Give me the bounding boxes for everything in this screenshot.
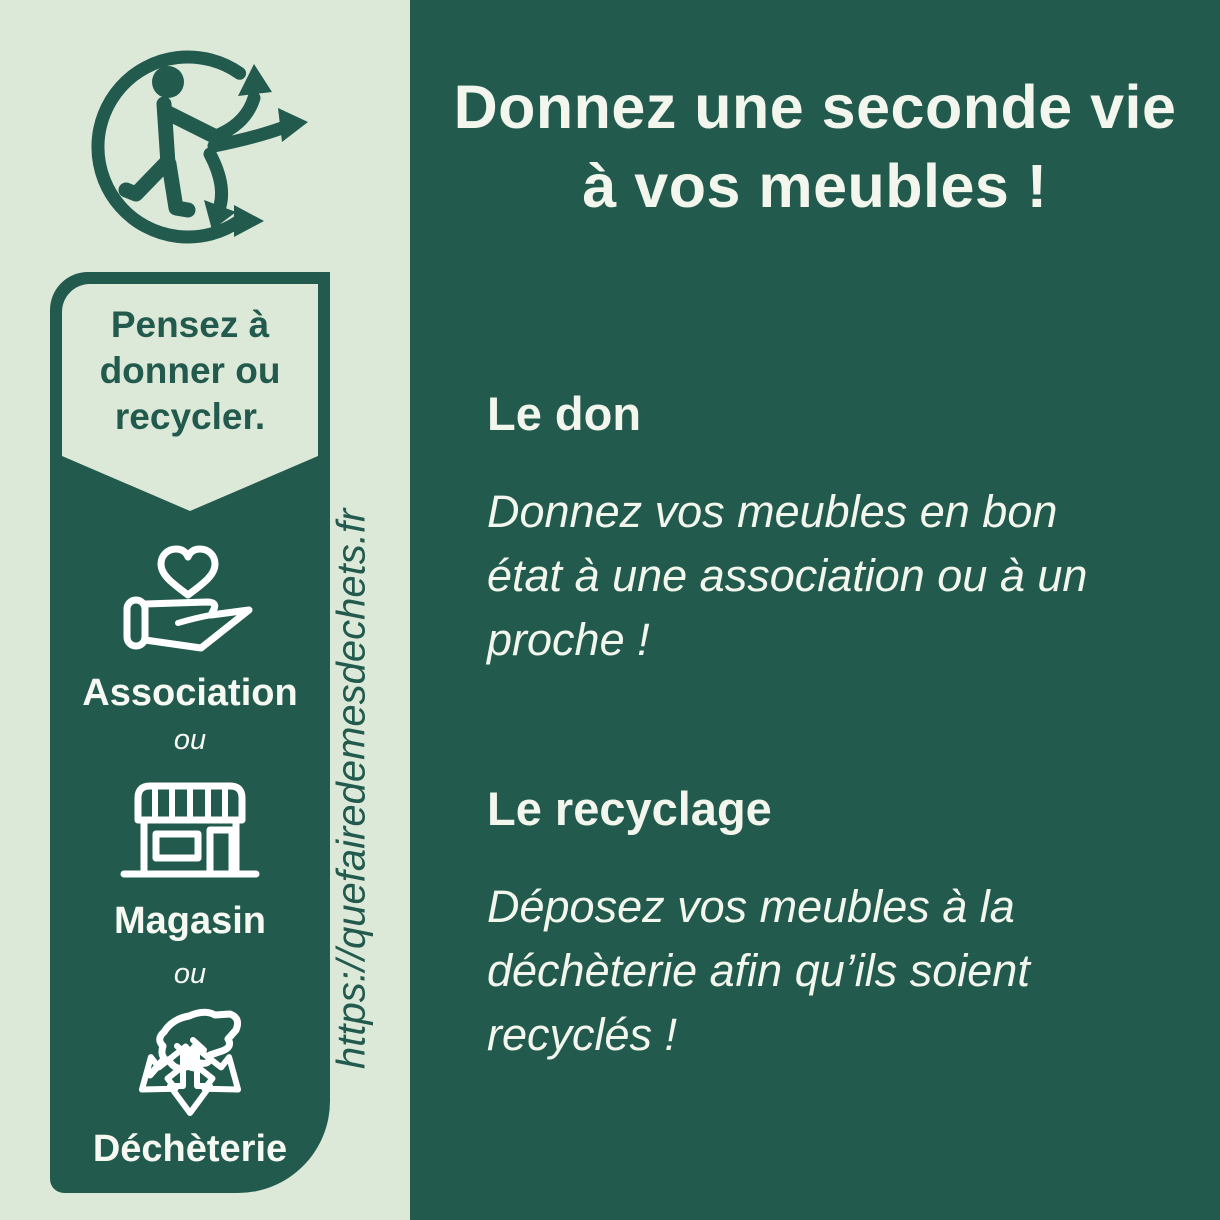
storefront-icon xyxy=(120,782,260,894)
pledge-banner-text xyxy=(62,284,318,440)
website-url: https://quefairedemesdechets.fr xyxy=(329,508,374,1070)
page-title xyxy=(410,68,1220,226)
triman-recycling-logo-icon xyxy=(88,44,308,249)
body-line: état à une association ou à un xyxy=(487,550,1088,601)
options-card xyxy=(50,272,330,1193)
heart-in-hand-icon xyxy=(115,538,265,656)
section-recyclage xyxy=(487,783,1187,1067)
section-body-recyclage xyxy=(487,875,1187,1067)
body-line: Déposez vos meubles à la xyxy=(487,881,1015,932)
banner-line: recycler. xyxy=(114,396,266,437)
banner-line: donner ou xyxy=(99,350,281,391)
or-separator: ou xyxy=(173,724,207,756)
drop-off-icon xyxy=(115,1006,265,1128)
section-don xyxy=(487,388,1187,672)
section-heading-recyclage: Le recyclage xyxy=(487,782,772,835)
label-association: Association xyxy=(82,672,298,714)
left-panel xyxy=(0,0,410,1220)
title-line: Donnez une seconde vie xyxy=(453,73,1177,141)
body-line: recyclés ! xyxy=(487,1009,678,1060)
title-line: à vos meubles ! xyxy=(582,152,1048,220)
label-magasin: Magasin xyxy=(113,900,267,942)
banner-chevron xyxy=(62,456,318,511)
right-panel xyxy=(410,0,1220,1220)
section-heading-don: Le don xyxy=(487,387,642,440)
section-body-don xyxy=(487,480,1187,672)
body-line: proche ! xyxy=(487,614,650,665)
banner-line: Pensez à xyxy=(110,304,270,345)
label-decheterie: Déchèterie xyxy=(92,1128,288,1170)
or-separator: ou xyxy=(173,958,207,990)
body-line: Donnez vos meubles en bon xyxy=(487,486,1058,537)
pledge-banner xyxy=(62,284,318,456)
body-line: déchèterie afin qu’ils soient xyxy=(487,945,1030,996)
